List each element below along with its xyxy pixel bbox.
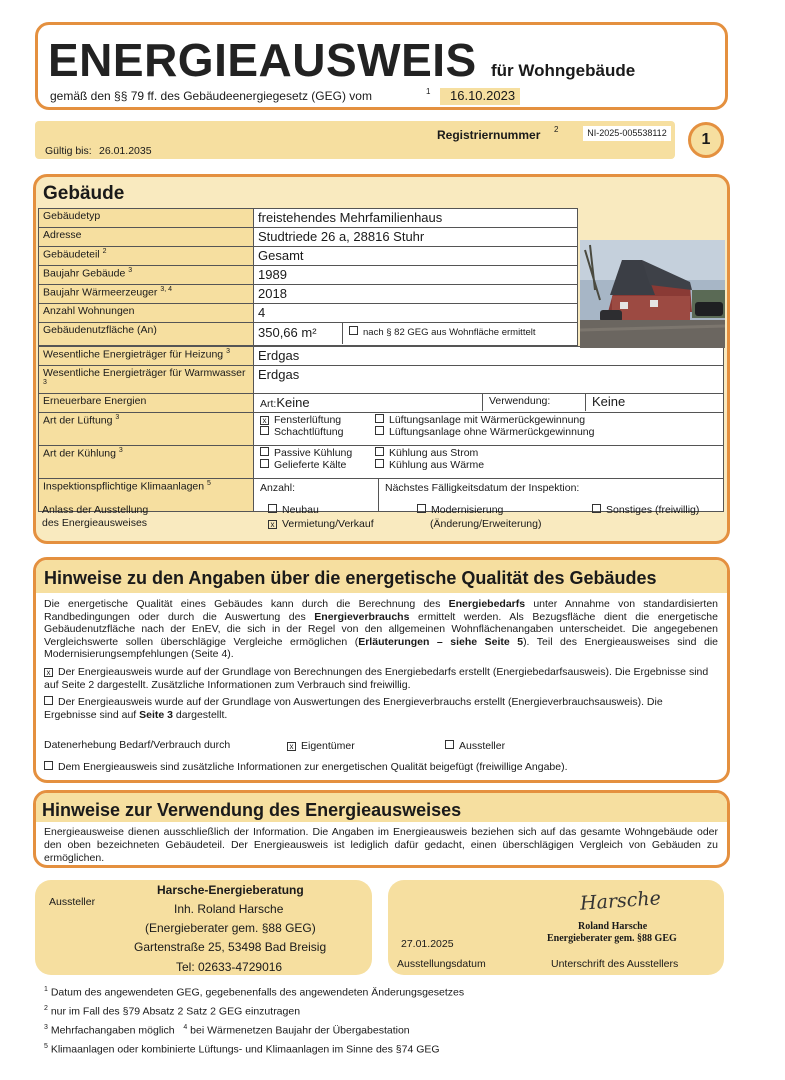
validity-strip	[35, 121, 675, 159]
notes-usage-text: Energieausweise dienen ausschließlich der Information. Die Angaben im Energieausweis beziehen sich auf das gesamte Wohngebäude oder den oben bezeichneten Gebäudeteil. Der Energieausweis ist lediglich dafür gedacht, einen überschlägigen Vergleich von Gebäuden zu ermöglichen.	[44, 826, 718, 864]
law-date: 16.10.2023	[440, 88, 520, 105]
registration-footnote: 2	[554, 125, 559, 134]
issuer-role: (Energieberater gem. §88 GEG)	[145, 921, 316, 935]
table-row: Gebäudetyp freistehendes Mehrfamilienhaus	[39, 209, 578, 228]
notes-quality-section	[33, 557, 730, 783]
table-row: Gebäudeteil $^2$ Gesamt	[39, 247, 578, 266]
occasion-option-sub: (Änderung/Erweiterung)	[430, 518, 542, 530]
data-by-issuer-option[interactable]: Aussteller	[445, 740, 505, 752]
occasion-option[interactable]: x Vermietung/Verkauf	[268, 518, 374, 530]
signature: Harsche	[579, 887, 662, 915]
building-photo	[580, 240, 725, 348]
law-line: gemäß den §§ 79 ff. des Gebäudeenergiegesetz (GEG) vom	[50, 89, 372, 103]
document-title: ENERGIEAUSWEIS	[48, 34, 477, 86]
table-row: Art der Lüftung $^3$ x Fensterlüftung Lüftungsanlage mit Wärmerückgewinnung Schachtlüftung Lüftungsanlage ohne Wärmerückgewinnung	[39, 412, 724, 445]
vent-option[interactable]: Lüftungsanlage mit Wärmerückgewinnung	[375, 414, 717, 426]
klima-date-label: Nächstes Fälligkeitsdatum der Inspektion:	[385, 481, 580, 494]
table-row: Gebäudenutzfläche (An) 350,66 m² nach § 82 GEG aus Wohnfläche ermittelt	[39, 323, 578, 346]
occasion-option[interactable]: Neubau	[268, 504, 319, 516]
table-row: Adresse Studtriede 26 a, 28816 Stuhr	[39, 228, 578, 247]
notes-usage-section	[33, 790, 730, 868]
area-note: nach § 82 GEG aus Wohnfläche ermittelt	[363, 327, 536, 338]
cool-option[interactable]: Gelieferte Kälte	[260, 459, 375, 471]
consumption-certificate-option[interactable]: Der Energieausweis wurde auf der Grundlage von Auswertungen des Energieverbrauchs erstellt (Energieverbrauchsausweis). Die Ergebnisse sind auf Seite 3 dargestellt.	[44, 696, 663, 721]
data-by-owner-option[interactable]: x Eigentümer	[287, 740, 355, 752]
vent-option[interactable]: x Fensterlüftung	[260, 414, 375, 426]
issuer-owner: Inh. Roland Harsche	[174, 902, 284, 916]
footnote: $^2$ nur im Fall des §79 Absatz 2 Satz 2 GEG einzutragen	[44, 1005, 301, 1018]
occasion-option[interactable]: Sonstiges (freiwillig)	[592, 504, 699, 516]
valid-until-date: 26.01.2035	[99, 145, 152, 157]
klima-count-label: Anzahl:	[254, 479, 379, 511]
issuer-box	[35, 880, 372, 975]
building-type-value: freistehendes Mehrfamilienhaus	[254, 209, 578, 228]
building-data-table	[38, 208, 578, 346]
notes-quality-title: Hinweise zu den Angaben über die energetische Qualität des Gebäudes	[44, 568, 657, 588]
notes-usage-title: Hinweise zur Verwendung des Energieausweises	[42, 800, 462, 820]
year-built-value: 1989	[254, 266, 578, 285]
stamp-name: Roland Harsche	[578, 921, 648, 932]
energy-carrier-table	[38, 346, 724, 512]
footnote: $^5$ Klimaanlagen oder kombinierte Lüftungs- und Klimaanlagen im Sinne des §74 GEG	[44, 1043, 440, 1056]
document-subtitle: für Wohngebäude	[491, 61, 636, 80]
heater-year-value: 2018	[254, 285, 578, 304]
issue-date-box	[388, 880, 724, 975]
house-image	[580, 240, 725, 348]
table-row: Wesentliche Energieträger für Warmwasser $^3$ Erdgas	[39, 366, 724, 394]
page-number: 1	[701, 131, 711, 148]
building-part-value: Gesamt	[254, 247, 578, 266]
issue-date-label: Ausstellungsdatum	[397, 958, 486, 970]
vent-option[interactable]: Schachtlüftung	[260, 426, 375, 438]
cool-option[interactable]: Passive Kühlung	[260, 447, 375, 459]
vent-option[interactable]: Lüftungsanlage ohne Wärmerückgewinnung	[375, 426, 717, 438]
issuer-phone: Tel: 02633-4729016	[176, 960, 283, 974]
issue-date: 27.01.2025	[401, 938, 454, 950]
footnotes	[44, 982, 464, 1058]
apartment-count-value: 4	[254, 304, 578, 323]
page-number-badge	[688, 122, 724, 158]
heating-carrier-value: Erdgas	[254, 347, 724, 366]
table-row: Wesentliche Energieträger für Heizung $^3$ Erdgas	[39, 347, 724, 366]
floor-area-value: 350,66 m²	[254, 323, 343, 344]
table-row: Baujahr Wärmeerzeuger $^{3, 4}$ 2018	[39, 285, 578, 304]
table-row: Erneuerbare Energien Art:Keine Verwendung: Keine	[39, 393, 724, 412]
cool-option[interactable]: Kühlung aus Strom	[375, 447, 717, 459]
table-row: Inspektionspflichtige Klimaanlagen $^5$ Anzahl: Nächstes Fälligkeitsdatum der Inspektion:	[39, 478, 724, 511]
renewable-type-value: Keine	[276, 394, 310, 410]
registration-label: Registriernummer	[437, 128, 541, 142]
extra-info-option[interactable]: Dem Energieausweis sind zusätzliche Informationen zur energetischen Qualität beigefügt (freiwillige Angabe).	[44, 761, 568, 773]
footnote: $^1$ Datum des angewendeten GEG, gegebenenfalls des angewendeten Änderungsgesetzes	[44, 986, 465, 999]
valid-until-label: Gültig bis:	[45, 145, 92, 157]
issuer-name: Harsche-Energieberatung	[157, 883, 304, 897]
renewable-use-value: Keine	[592, 393, 626, 409]
table-row: Anzahl Wohnungen 4	[39, 304, 578, 323]
demand-certificate-option[interactable]: x Der Energieausweis wurde auf der Grundlage von Berechnungen des Energiebedarfs erstellt (Energiebedarfsausweis). Die Ergebnisse sind auf Seite 2 dargestellt. Zusätzliche Informationen zum Verbrauch sind freiwillig.	[44, 666, 709, 691]
issuer-label: Aussteller	[49, 896, 96, 908]
table-row: Baujahr Gebäude $^3$ 1989	[39, 266, 578, 285]
data-collection-label: Datenerhebung Bedarf/Verbrauch durch	[44, 739, 231, 751]
area-note-checkbox[interactable]	[349, 326, 358, 335]
stamp-role: Energieberater gem. §88 GEG	[547, 933, 677, 944]
registration-number: NI-2025-005538112	[583, 126, 671, 141]
issuer-street: Gartenstraße 25, 53498 Bad Breisig	[134, 940, 327, 954]
occasion-label: Anlass der Ausstellung des Energieausweises	[42, 504, 149, 529]
footnote: $^3$ Mehrfachangaben möglich $^4$ bei Wärmenetzen Baujahr der Übergabestation	[44, 1024, 410, 1037]
notes-quality-text: Die energetische Qualität eines Gebäudes kann durch die Berechnung des Energiebedarfs unter Annahme von standardisierten Randbedingungen oder durch die Auswertung des Energieverbrauchs ermittelt werden. Als Bezugsfläche dient die energetische Gebäudenutzfläche nach der EnEV, die sich in der Regel von den allgemeinen Wohnflächenangaben unterscheidet. Die angegebenen Vergleichswerte sollen überschlägige Vergleiche ermöglichen (Erläuterungen – siehe Seite 5). Teil des Energieausweises sind die Modernisierungsempfehlungen (Seite 4).	[44, 598, 719, 660]
occasion-option[interactable]: Modernisierung	[417, 504, 503, 516]
signature-label: Unterschrift des Ausstellers	[551, 958, 679, 970]
water-carrier-value: Erdgas	[254, 366, 724, 394]
cool-option[interactable]: Kühlung aus Wärme	[375, 459, 717, 471]
header-frame	[35, 22, 728, 110]
building-title: Gebäude	[43, 183, 125, 204]
address-value: Studtriede 26 a, 28816 Stuhr	[254, 228, 578, 247]
table-row: Art der Kühlung $^3$ Passive Kühlung Kühlung aus Strom Gelieferte Kälte Kühlung aus Wärme	[39, 445, 724, 478]
law-footnote: 1	[426, 87, 431, 96]
